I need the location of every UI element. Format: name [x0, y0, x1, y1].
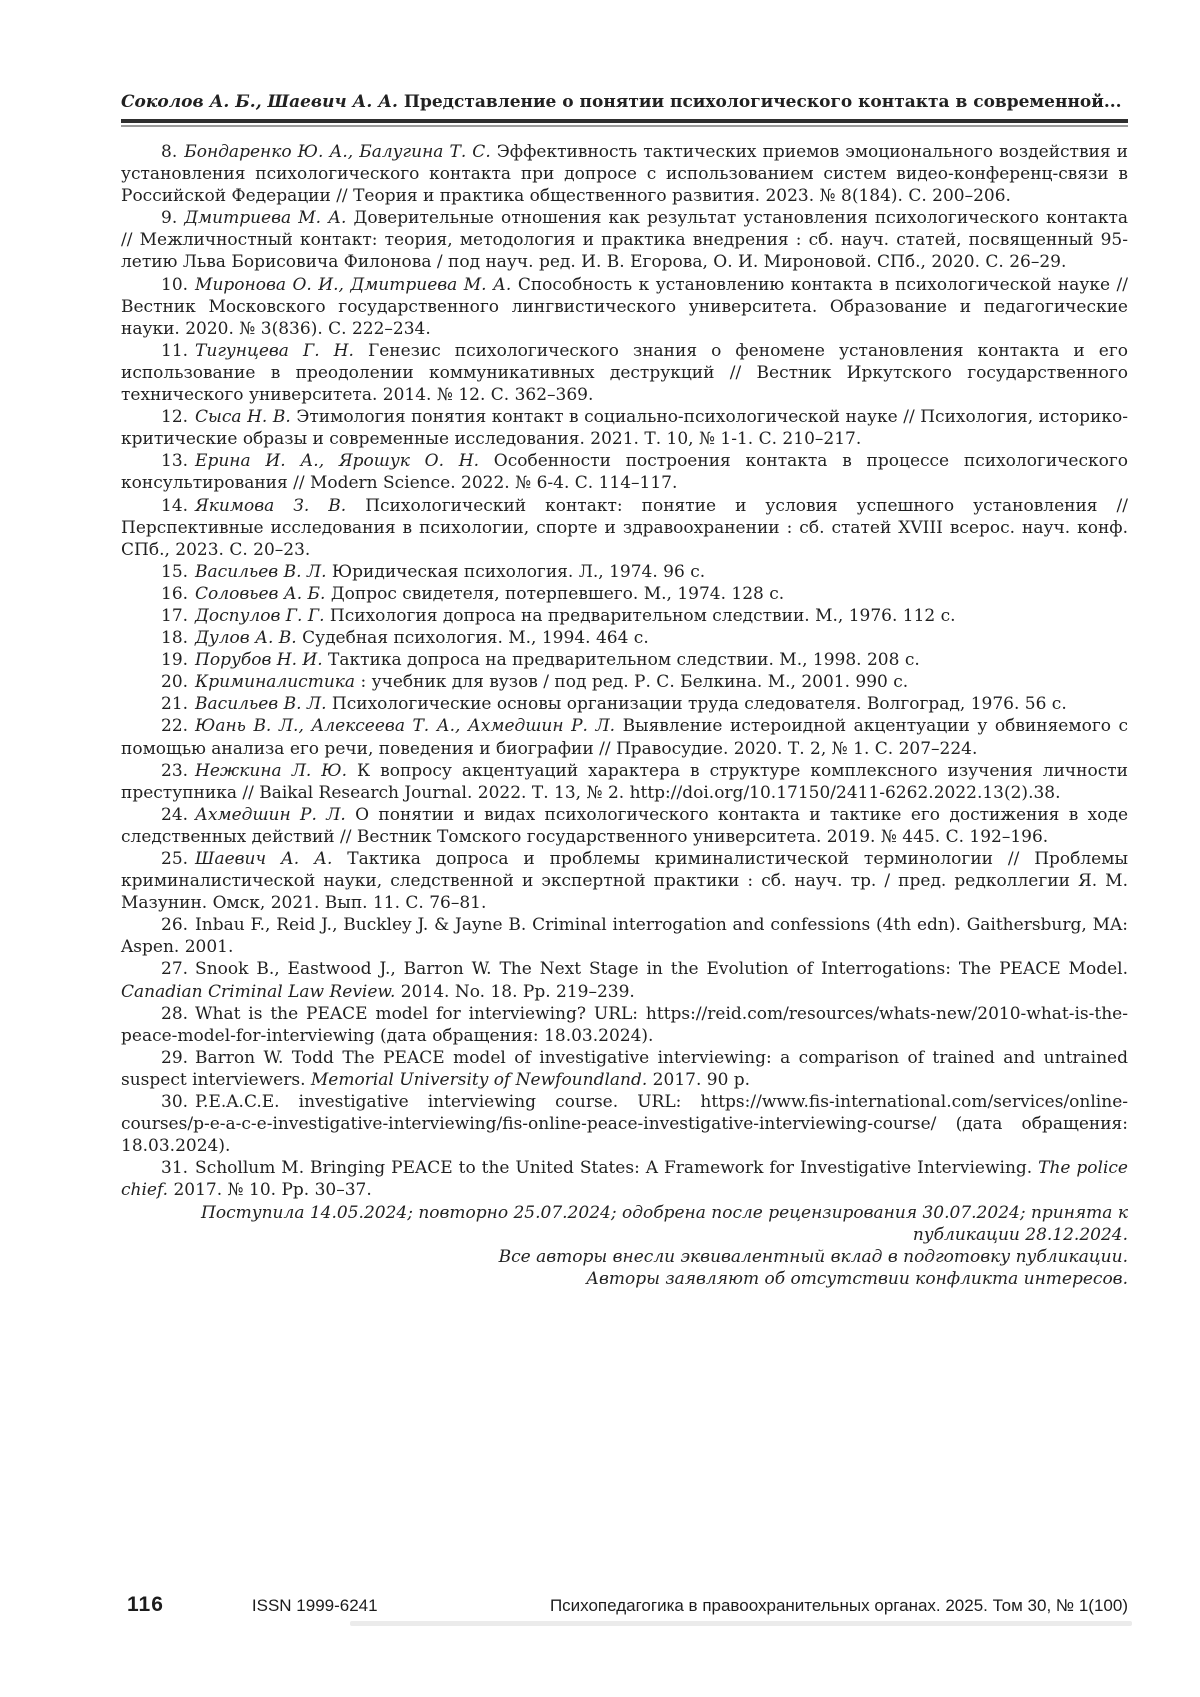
- reference-text: Генезис психологического знания о феномене установления контакта и его использование в преодолении коммуникативных деструкций // Вестник Иркутского государственного технического университета. 2014. № 12. С. 362–369.: [121, 340, 1128, 406]
- reference-text: Inbau F., Reid J., Buckley J. & Jayne B. Criminal interrogation and confessions (4th edn). Gaithersburg, MA: Aspen. 2001.: [121, 915, 1128, 958]
- reference-item: [121, 1003, 1128, 1047]
- reference-italic-text: Сыса Н. В.: [195, 407, 291, 428]
- reference-number: 8.: [161, 142, 178, 162]
- reference-italic-text: Васильев В. Л.: [195, 561, 327, 582]
- reference-item: [121, 649, 1128, 671]
- reference-item: [121, 715, 1128, 759]
- reference-number: 24.: [161, 804, 189, 825]
- reference-italic-text: Юань В. Л., Алексеева Т. А., Ахмедшин Р. Л.: [195, 716, 616, 737]
- reference-text: К вопросу акцентуаций характера в структуре комплексного изучения личности преступника // Baikal Research Journal. 2022. Т. 13, № 2. http://doi.org/10.17150/2411-6262.2022.13(2).38.: [121, 760, 1128, 803]
- reference-text: Schollum M. Bringing PEACE to the United States: A Framework for Investigative Interviewing.: [195, 1158, 1039, 1179]
- reference-text: Snook B., Eastwood J., Barron W. The Next Stage in the Evolution of Interrogations: The PEACE Model.: [195, 959, 1128, 980]
- reference-number: 18.: [161, 628, 189, 649]
- reference-item: [121, 561, 1128, 583]
- reference-italic-text: Доспулов Г. Г.: [195, 605, 325, 626]
- reference-number: 28.: [161, 1003, 189, 1024]
- reference-italic-text: Дулов А. В.: [195, 628, 297, 649]
- references-list: [121, 141, 1128, 1202]
- running-head-title: Представление о понятии психологического контакта в современной...: [397, 92, 1122, 112]
- reference-italic-text: The police chief.: [121, 1158, 1128, 1201]
- reference-text: Психология допроса на предварительном следствии. М., 1976. 112 с.: [324, 605, 956, 626]
- reference-italic-text: Ахмедшин Р. Л.: [195, 804, 346, 825]
- reference-text: Доверительные отношения как результат установления психологического контакта // Межличностный контакт: теория, методология и практика внедрения : сб. науч. статей, посвященный 95-летию Льва Борисовича Филонова / под науч. ред. И. В. Егорова, О. И. Мироновой. СПб., 2020. С. 26–29.: [121, 208, 1128, 273]
- reference-item: [121, 340, 1128, 406]
- reference-text: Допрос свидетеля, потерпевшего. М., 1974. 128 с.: [325, 583, 785, 604]
- reference-italic-text: Миронова О. И., Дмитриева М. А.: [195, 274, 512, 295]
- reference-italic-text: Соловьев А. Б.: [195, 583, 326, 604]
- reference-item: [121, 605, 1128, 627]
- conflict-of-interest-note: Авторы заявляют об отсутствии конфликта интересов.: [586, 1268, 1128, 1289]
- reference-number: 17.: [161, 605, 189, 626]
- header-rule-light-line: [121, 125, 1128, 127]
- issn-label: ISSN 1999-6241: [251, 1596, 378, 1615]
- reference-italic-text: Якимова З. В.: [195, 495, 347, 516]
- authors-contribution-note: Все авторы внесли эквивалентный вклад в подготовку публикации.: [498, 1246, 1128, 1267]
- reference-italic-text: Дмитриева М. А.: [184, 208, 347, 229]
- reference-number: 31.: [161, 1158, 189, 1179]
- references-section: [121, 141, 1128, 1290]
- reference-item: [121, 1047, 1128, 1091]
- reference-number: 13.: [161, 451, 189, 472]
- reference-text: Юридическая психология. Л., 1974. 96 с.: [326, 561, 706, 582]
- reference-text: : учебник для вузов / под ред. Р. С. Белкина. М., 2001. 990 с.: [355, 672, 909, 693]
- reference-text: Эффективность тактических приемов эмоционального воздействия и установления психологического контакта при допросе с использованием систем видео-конференц-связи в Российской Федерации // Теория и практика общественного развития. 2023. № 8(184). С. 200–206.: [121, 142, 1128, 207]
- reference-item: [121, 804, 1128, 848]
- reference-text: 2014. No. 18. Pp. 219–239.: [395, 981, 635, 1002]
- reference-item: [121, 627, 1128, 649]
- reference-italic-text: Порубов Н. И.: [195, 650, 323, 671]
- reference-italic-text: Memorial University of Newfoundland.: [310, 1069, 648, 1090]
- reference-item: [121, 495, 1128, 561]
- reference-number: 10.: [161, 274, 189, 295]
- reference-number: 29.: [161, 1047, 189, 1068]
- reference-number: 9.: [161, 208, 178, 229]
- header-rule: [121, 119, 1128, 127]
- reference-number: 19.: [161, 650, 189, 671]
- submission-dates-note: Поступила 14.05.2024; повторно 25.07.2024; одобрена после рецензирования 30.07.2024; принята к публикации 28.12.2024.: [201, 1202, 1128, 1245]
- reference-text: Barron W. Todd The PEACE model of investigative interviewing: a comparison of trained and untrained suspect interviewers.: [121, 1047, 1128, 1090]
- running-head-authors: Соколов А. Б., Шаевич А. А.: [121, 92, 398, 112]
- page-footer: [121, 1593, 1128, 1617]
- reference-italic-text: Нежкина Л. Ю.: [195, 760, 347, 781]
- reference-number: 30.: [161, 1092, 189, 1113]
- reference-item: [121, 958, 1128, 1002]
- reference-number: 27.: [161, 959, 189, 980]
- reference-text: P.E.A.C.E. investigative interviewing course. URL: https://www.fis-international.com/services/online-courses/p-e-a-c-e-investigative-interviewing/fis-online-peace-investigative-interviewing-course/ (дата обращения: 18.03.2024).: [121, 1092, 1128, 1157]
- reference-item: [121, 583, 1128, 605]
- reference-text: Судебная психология. М., 1994. 464 с.: [296, 628, 649, 649]
- journal-title: Психопедагогика в правоохранительных органах. 2025. Том 30, № 1(100): [549, 1596, 1128, 1615]
- reference-text: What is the PEACE model for interviewing? URL: https://reid.com/resources/whats-new/2010-what-is-the-peace-model-for-interviewing (дата обращения: 18.03.2024).: [121, 1003, 1128, 1046]
- reference-item: [121, 848, 1128, 914]
- reference-item: [121, 671, 1128, 693]
- reference-text: О понятии и видах психологического контакта и тактике его достижения в ходе следственных действий // Вестник Томского государственного университета. 2019. № 445. С. 192–196.: [121, 804, 1129, 847]
- reference-item: [121, 693, 1128, 715]
- reference-item: [121, 760, 1128, 804]
- reference-item: [121, 274, 1128, 340]
- running-head: [121, 92, 1128, 112]
- reference-italic-text: Васильев В. Л.: [195, 694, 327, 715]
- reference-item: [121, 450, 1128, 494]
- reference-italic-text: Бондаренко Ю. А., Балугина Т. С.: [184, 142, 491, 162]
- reference-text: Психологические основы организации труда следователя. Волгоград, 1976. 56 с.: [326, 694, 1067, 715]
- reference-number: 20.: [161, 672, 189, 693]
- reference-item: [121, 1091, 1128, 1157]
- page-number: 116: [127, 1593, 164, 1616]
- reference-italic-text: Тигунцева Г. Н.: [195, 340, 354, 361]
- reference-text: Особенности построения контакта в процессе психологического консультирования // Modern Science. 2022. № 6-4. С. 114–117.: [121, 451, 1128, 494]
- reference-number: 25.: [161, 849, 189, 869]
- reference-number: 16.: [161, 583, 189, 604]
- reference-text: 2017. 90 p.: [647, 1069, 751, 1090]
- reference-italic-text: Криминалистика: [195, 672, 356, 693]
- reference-number: 22.: [161, 716, 189, 737]
- reference-number: 11.: [161, 340, 189, 361]
- reference-number: 15.: [161, 561, 189, 582]
- reference-number: 23.: [161, 760, 189, 781]
- header-rule-dark-line: [121, 119, 1128, 123]
- reference-number: 26.: [161, 915, 189, 936]
- reference-text: Способность к установлению контакта в психологической науке // Вестник Московского государственного лингвистического университета. Образование и педагогические науки. 2020. № 3(836). С. 222–234.: [121, 274, 1128, 339]
- reference-number: 21.: [161, 694, 189, 715]
- reference-item: [121, 207, 1128, 273]
- reference-item: [121, 1157, 1128, 1201]
- reference-text: Этимология понятия контакт в социально-психологической науке // Психология, историко-критические образы и современные исследования. 2021. Т. 10, № 1-1. С. 210–217.: [121, 407, 1128, 450]
- reference-text: Тактика допроса и проблемы криминалистической терминологии // Проблемы криминалистической науки, следственной и экспертной практики : сб. науч. тр. / пред. редколлегии Я. М. Мазунин. Омск, 2021. Вып. 11. С. 76–81.: [121, 849, 1128, 914]
- reference-number: 12.: [161, 407, 189, 428]
- reference-item: [121, 141, 1128, 207]
- reference-number: 14.: [161, 495, 189, 516]
- reference-italic-text: Canadian Criminal Law Review.: [121, 981, 396, 1002]
- reference-text: Тактика допроса на предварительном следствии. М., 1998. 208 с.: [322, 650, 920, 671]
- reference-text: Выявление истероидной акцентуации у обвиняемого с помощью анализа его речи, поведения и биографии // Правосудие. 2020. Т. 2, № 1. С. 207–224.: [121, 716, 1129, 759]
- reference-text: Психологический контакт: понятие и условия успешного установления // Перспективные исследования в психологии, спорте и здравоохранении : сб. статей XVIII всерос. науч. конф. СПб., 2023. С. 20–23.: [121, 495, 1129, 560]
- reference-italic-text: Ерина И. А., Ярошук О. Н.: [195, 451, 479, 472]
- reference-italic-text: Шаевич А. А.: [195, 849, 333, 869]
- reference-item: [121, 914, 1128, 958]
- scan-shadow-artifact: [350, 1621, 1132, 1626]
- reference-text: 2017. № 10. Pp. 30–37.: [168, 1180, 372, 1201]
- reference-item: [121, 406, 1128, 450]
